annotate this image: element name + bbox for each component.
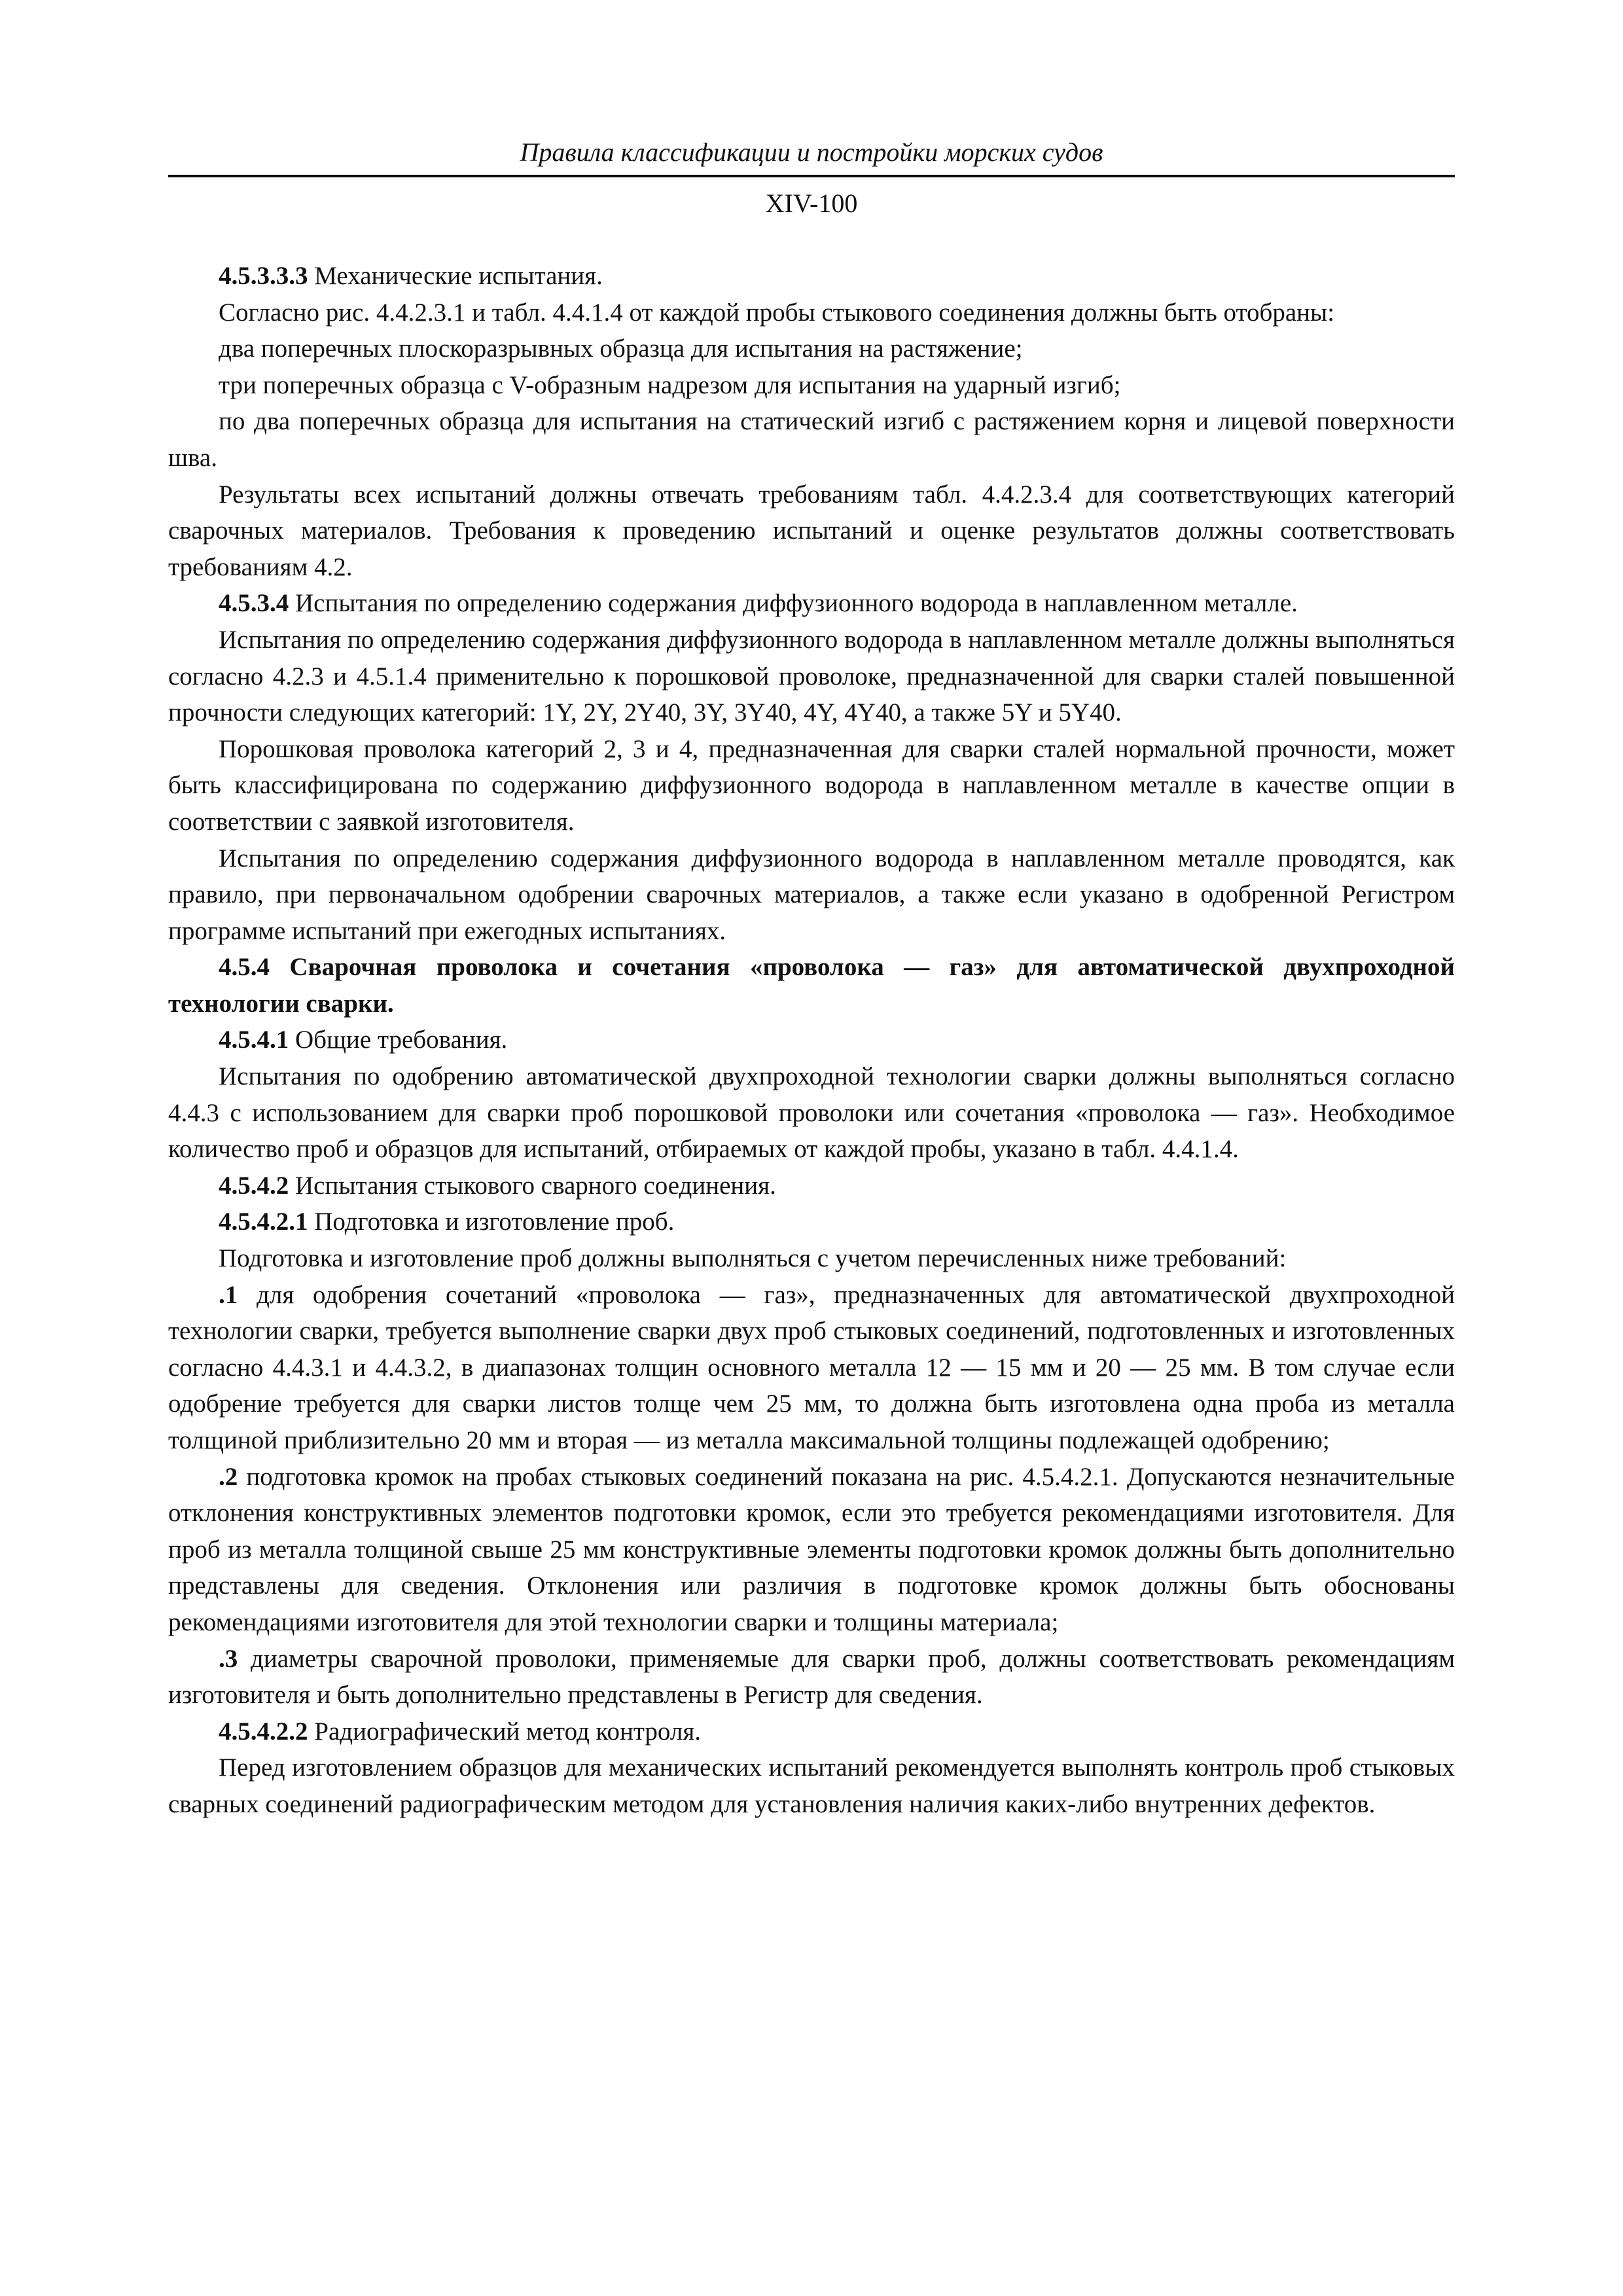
paragraph bbox=[168, 1022, 1455, 1058]
item-number: .1 bbox=[219, 1280, 238, 1309]
paragraph bbox=[168, 840, 1455, 950]
list-paragraph bbox=[168, 331, 1455, 367]
list-item bbox=[168, 1641, 1455, 1713]
running-title: Правила классификации и постройки морских судов bbox=[520, 137, 1103, 167]
clause-number: 4.5.4.2.2 bbox=[219, 1717, 308, 1746]
paragraph bbox=[168, 1713, 1455, 1750]
paragraph-text: Испытания по одобрению автоматической двухпроходной технологии сварки должны выполняться согласно 4.4.3 с использованием для сварки проб порошковой проволоки или сочетания «проволока — газ». Необходимое количество проб и образцов для испытаний, отбираемых от каждой пробы, указано в табл. 4.4.1.4. bbox=[168, 1062, 1455, 1164]
paragraph bbox=[168, 258, 1455, 295]
paragraph-text: Испытания по определению содержания диффузионного водорода в наплавленном металле должны выполняться согласно 4.2.3 и 4.5.1.4 применительно к порошковой проволоке, предназначенной для сварки сталей повышенной прочности следующих категорий: 1Y, 2Y, 2Y40, 3Y, 3Y40, 4Y, 4Y40, а также 5Y и 5Y40. bbox=[168, 625, 1455, 727]
list-paragraph bbox=[168, 367, 1455, 404]
paragraph-text: Общие требования. bbox=[289, 1026, 508, 1054]
paragraph-text: Радиографический метод контроля. bbox=[308, 1717, 702, 1746]
paragraph-text: Подготовка и изготовление проб. bbox=[308, 1208, 675, 1236]
clause-number: 4.5.3.4 bbox=[219, 589, 289, 618]
paragraph bbox=[168, 1240, 1455, 1277]
paragraph bbox=[168, 1168, 1455, 1204]
item-number: .2 bbox=[219, 1462, 238, 1491]
list-item bbox=[168, 1459, 1455, 1641]
paragraph-text: Согласно рис. 4.4.2.3.1 и табл. 4.4.1.4 от каждой пробы стыкового соединения должны быть отобраны: bbox=[219, 298, 1335, 327]
paragraph-text: подготовка кромок на пробах стыковых соединений показана на рис. 4.5.4.2.1. Допускаются незначительные отклонения конструктивных элементов подготовки кромок, если это требуется рекомендациями изготовителя. Для проб из металла толщиной свыше 25 мм конструктивные элементы подготовки кромок должны быть дополнительно представлены для сведения. Отклонения или различия в подготовке кромок должны быть обоснованы рекомендациями изготовителя для этой технологии сварки и толщины материала; bbox=[168, 1462, 1455, 1636]
paragraph-text: Результаты всех испытаний должны отвечать требованиям табл. 4.4.2.3.4 для соответствующих категорий сварочных материалов. Требования к проведению испытаний и оценке результатов должны соответствовать требованиям 4.2. bbox=[168, 480, 1455, 581]
paragraph bbox=[168, 476, 1455, 586]
paragraph-text: Испытания стыкового сварного соединения. bbox=[289, 1171, 776, 1200]
paragraph-text: Порошковая проволока категорий 2, 3 и 4, предназначенная для сварки сталей нормальной прочности, может быть классифицирована по содержанию диффузионного водорода в наплавленном металле в качестве опции в соответствии с заявкой изготовителя. bbox=[168, 734, 1455, 836]
heading-text: Сварочная проволока и сочетания «проволока — газ» для автоматической двухпроходной технологии сварки. bbox=[168, 953, 1455, 1018]
section-heading bbox=[168, 949, 1455, 1022]
paragraph-text: Испытания по определению содержания диффузионного водорода в наплавленном металле. bbox=[289, 589, 1298, 618]
paragraph-text: Испытания по определению содержания диффузионного водорода в наплавленном металле проводятся, как правило, при первоначальном одобрении сварочных материалов, а также если указано в одобренной Регистром программе испытаний при ежегодных испытаниях. bbox=[168, 844, 1455, 945]
clause-number: 4.5.3.3.3 bbox=[219, 262, 308, 290]
paragraph-text: три поперечных образца с V-образным надрезом для испытания на ударный изгиб; bbox=[219, 370, 1121, 399]
paragraph-text: Механические испытания. bbox=[308, 262, 603, 290]
paragraph-text: по два поперечных образца для испытания на статический изгиб с растяжением корня и лицевой поверхности шва. bbox=[168, 407, 1455, 472]
paragraph bbox=[168, 295, 1455, 331]
list-item bbox=[168, 1277, 1455, 1459]
paragraph bbox=[168, 1058, 1455, 1168]
clause-number: 4.5.4.2 bbox=[219, 1171, 289, 1200]
paragraph bbox=[168, 1204, 1455, 1240]
clause-number: 4.5.4 bbox=[219, 953, 270, 982]
document-body bbox=[168, 258, 1455, 1823]
paragraph-text: Перед изготовлением образцов для механических испытаний рекомендуется выполнять контроль проб стыковых сварных соединений радиографическим методом для установления наличия каких-либо внутренних дефектов. bbox=[168, 1753, 1455, 1818]
page-number: XIV-100 bbox=[765, 188, 858, 218]
paragraph bbox=[168, 622, 1455, 731]
paragraph bbox=[168, 585, 1455, 622]
header-rule bbox=[168, 175, 1455, 177]
paragraph bbox=[168, 731, 1455, 840]
paragraph bbox=[168, 1749, 1455, 1822]
paragraph-text: Подготовка и изготовление проб должны выполняться с учетом перечисленных ниже требований: bbox=[219, 1244, 1287, 1273]
item-number: .3 bbox=[219, 1644, 238, 1673]
clause-number: 4.5.4.1 bbox=[219, 1026, 289, 1054]
paragraph-text: два поперечных плоскоразрывных образца для испытания на растяжение; bbox=[219, 334, 1023, 363]
clause-number: 4.5.4.2.1 bbox=[219, 1208, 308, 1236]
paragraph-text: диаметры сварочной проволоки, применяемые для сварки проб, должны соответствовать рекомендациям изготовителя и быть дополнительно представлены в Регистр для сведения. bbox=[168, 1644, 1455, 1710]
list-paragraph bbox=[168, 403, 1455, 476]
paragraph-text: для одобрения сочетаний «проволока — газ», предназначенных для автоматической двухпроходной технологии сварки, требуется выполнение сварки двух проб стыковых соединений, подготовленных и изготовленных согласно 4.4.3.1 и 4.4.3.2, в диапазонах толщин основного металла 12 — 15 мм и 20 — 25 мм. В том случае если одобрение требуется для сварки листов толще чем 25 мм, то должна быть изготовлена одна проба из металла толщиной приблизительно 20 мм и вторая — из металла максимальной толщины подлежащей одобрению; bbox=[168, 1280, 1455, 1454]
